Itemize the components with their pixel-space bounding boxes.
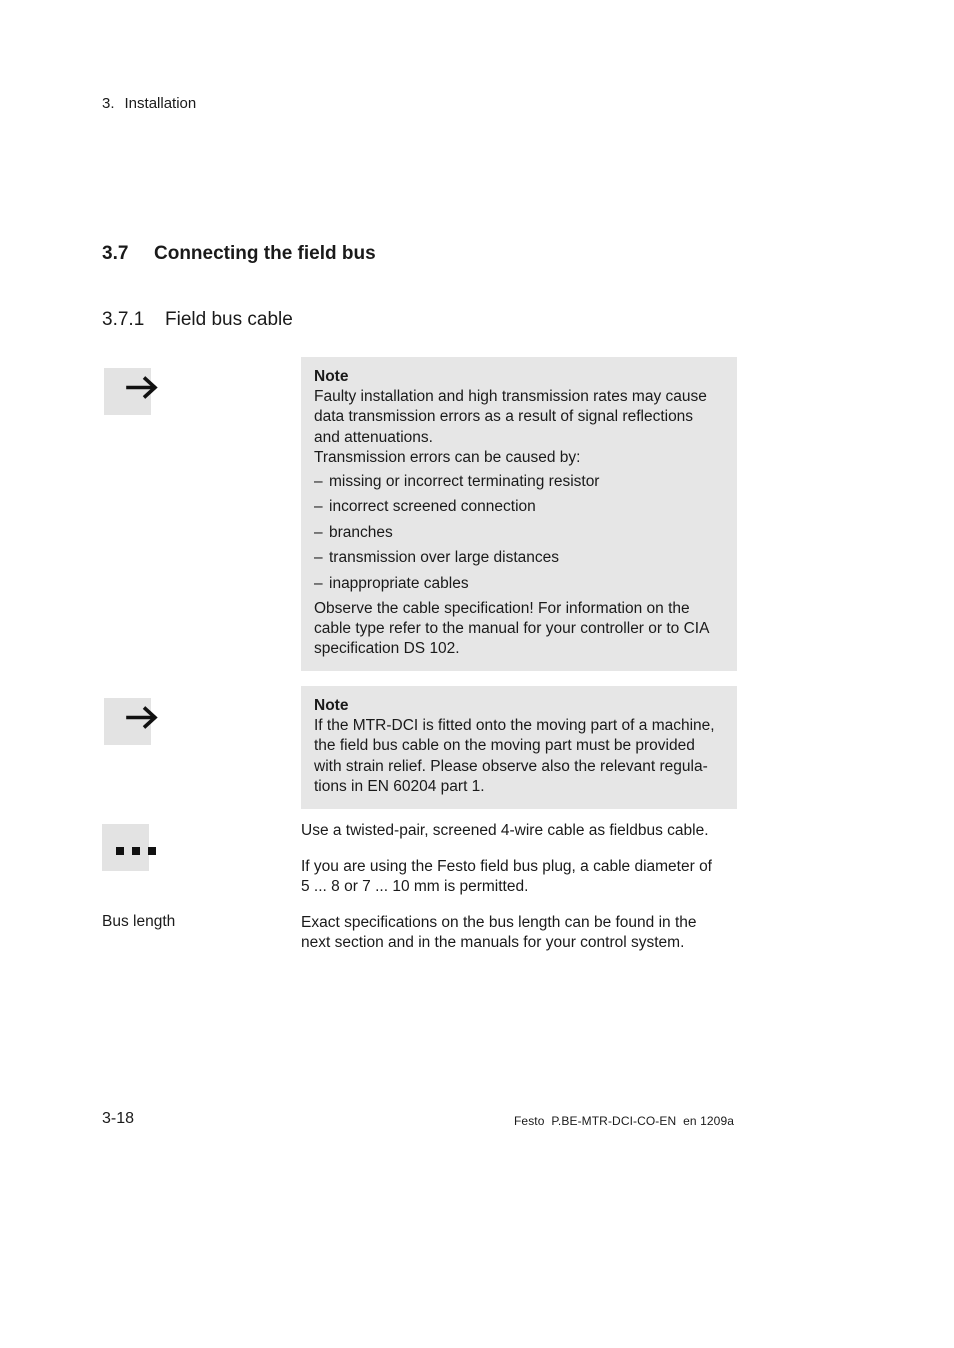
- paragraph-line: Exact specifications on the bus length can be found in the: [301, 914, 697, 931]
- cable-type-paragraph: Use a twisted-pair, screened 4-wire cable as fieldbus cable.: [301, 822, 709, 839]
- note-line: the field bus cable on the moving part must be provided: [314, 737, 695, 755]
- note-line: specification DS 102.: [314, 640, 460, 658]
- arrow-right-icon: [104, 368, 151, 415]
- note-line: tions in EN 60204 part 1.: [314, 777, 485, 795]
- document-id: Festo P.BE-MTR-DCI-CO-EN en 1209a: [513, 1114, 734, 1128]
- paragraph-line: next section and in the manuals for your control system.: [301, 934, 685, 952]
- section-title: Connecting the field bus: [154, 243, 376, 264]
- bus-length-paragraph: [301, 913, 741, 953]
- subsection-heading: [102, 309, 293, 331]
- note-line: Observe the cable specification! For information on the: [314, 599, 690, 617]
- list-item: – missing or incorrect terminating resistor: [314, 473, 600, 491]
- note-line: data transmission errors as a result of signal reflections: [314, 408, 694, 426]
- chapter-number: 3.: [102, 95, 115, 112]
- note-title: Note: [314, 368, 349, 385]
- arrow-right-icon: [104, 698, 151, 745]
- page-number: 3-18: [102, 1110, 135, 1127]
- cable-diameter-paragraph: [301, 857, 741, 897]
- note-line: Transmission errors can be caused by:: [314, 448, 581, 466]
- paragraph-line: 5 ... 8 or 7 ... 10 mm is permitted.: [301, 878, 529, 896]
- subsection-number: 3.7.1: [102, 309, 145, 330]
- more-dots-icon: [102, 824, 149, 871]
- note-transmission-errors: [301, 357, 737, 671]
- note-line: and attenuations.: [314, 428, 433, 446]
- list-item: – inappropriate cables: [314, 574, 469, 592]
- subsection-title: Field bus cable: [165, 309, 293, 330]
- note-line: Faulty installation and high transmission rates may cause: [314, 388, 707, 406]
- note-line: If the MTR-DCI is fitted onto the moving part of a machine,: [314, 717, 715, 735]
- bus-length-label: Bus length: [102, 913, 176, 930]
- paragraph-line: If you are using the Festo field bus plug, a cable diameter of: [301, 858, 712, 875]
- list-item: – incorrect screened connection: [314, 498, 536, 516]
- error-cause-list: [314, 472, 725, 594]
- running-head: [102, 95, 196, 112]
- note-line: cable type refer to the manual for your controller or to CIA: [314, 620, 710, 638]
- list-item: – branches: [314, 523, 393, 541]
- section-number: 3.7: [102, 243, 129, 264]
- note-title: Note: [314, 697, 349, 714]
- chapter-title: Installation: [124, 95, 197, 112]
- list-item: – transmission over large distances: [314, 549, 560, 567]
- note-line: with strain relief. Please observe also the relevant regula-: [314, 757, 708, 775]
- section-heading: [102, 243, 376, 265]
- note-strain-relief: [301, 686, 737, 809]
